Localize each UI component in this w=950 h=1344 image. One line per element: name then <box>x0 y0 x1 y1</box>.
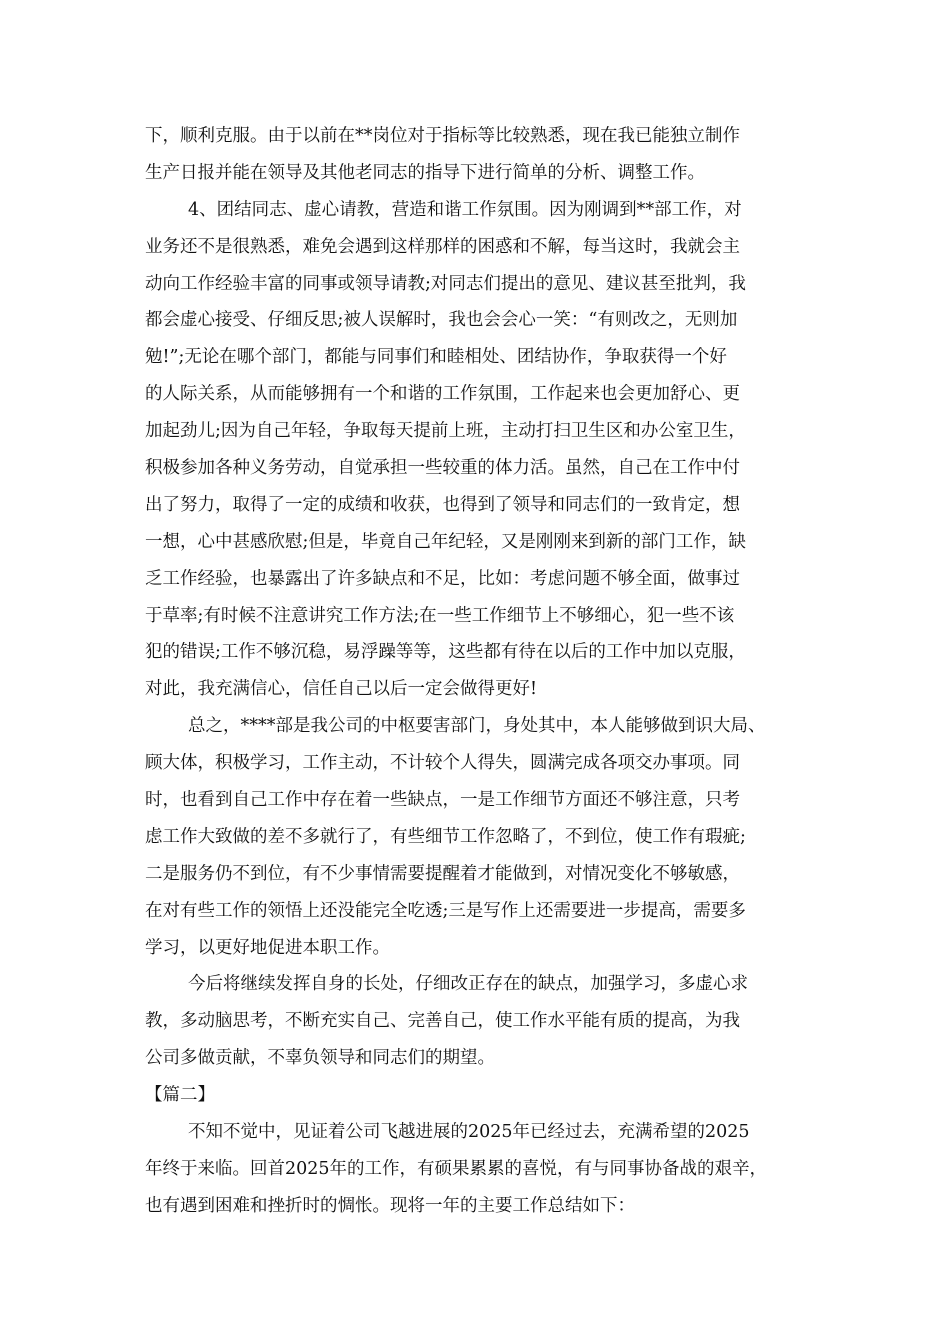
text-line: 的人际关系，从而能够拥有一个和谐的工作氛围，工作起来也会更加舒心、更 <box>145 384 740 405</box>
section-heading: 【篇二】 <box>145 1085 215 1106</box>
text-line: 对此，我充满信心，信任自己以后一定会做得更好! <box>145 679 538 700</box>
text-line: 生产日报并能在领导及其他老同志的指导下进行简单的分析、调整工作。 <box>145 162 705 183</box>
text-line: 公司多做贡献，不辜负领导和同志们的期望。 <box>145 1048 495 1069</box>
text-line: 在对有些工作的领悟上还没能完全吃透;三是写作上还需要进一步提高，需要多 <box>145 900 746 921</box>
text-line: 时，也看到自己工作中存在着一些缺点，一是工作细节方面还不够注意，只考 <box>145 790 740 811</box>
text-line: 于草率;有时候不注意讲究工作方法;在一些工作细节上不够细心，犯一些不该 <box>145 605 735 626</box>
text-line: 学习，以更好地促进本职工作。 <box>145 937 390 958</box>
text-line: 今后将继续发挥自身的长处，仔细改正存在的缺点，加强学习，多虚心求 <box>188 974 748 995</box>
text-line: 下，顺利克服。由于以前在**岗位对于指标等比较熟悉，现在我已能独立制作 <box>145 126 740 146</box>
text-line: 都会虚心接受、仔细反思;被人误解时，我也会会心一笑：“有则改之，无则加 <box>145 310 738 331</box>
text-line: 动向工作经验丰富的同事或领导请教;对同志们提出的意见、建议甚至批判，我 <box>145 273 746 294</box>
text-line: 乏工作经验，也暴露出了许多缺点和不足，比如：考虑问题不够全面，做事过 <box>145 568 740 589</box>
text-line: 总之，****部是我公司的中枢要害部门，身处其中，本人能够做到识大局、 <box>188 716 766 737</box>
text-line: 4、团结同志、虚心请教，营造和谐工作氛围。因为刚调到**部工作，对 <box>188 199 742 220</box>
document-body <box>145 118 825 1225</box>
text-line: 一想，心中甚感欣慰;但是，毕竟自己年纪轻，又是刚刚来到新的部门工作，缺 <box>145 531 746 552</box>
text-line: 教，多动脑思考，不断充实自己、完善自己，使工作水平能有质的提高，为我 <box>145 1011 740 1032</box>
text-line: 不知不觉中，见证着公司飞越进展的2025年已经过去，充满希望的2025 <box>188 1122 750 1143</box>
text-line: 积极参加各种义务劳动，自觉承担一些较重的体力活。虽然，自己在工作中付 <box>145 458 740 479</box>
text-line: 二是服务仍不到位，有不少事情需要提醒着才能做到，对情况变化不够敏感， <box>145 863 740 884</box>
text-line: 年终于来临。回首2025年的工作，有硕果累累的喜悦，有与同事协备战的艰辛， <box>145 1158 768 1179</box>
text-line: 犯的错误;工作不够沉稳，易浮躁等等，这些都有待在以后的工作中加以克服， <box>145 642 746 663</box>
text-line: 出了努力，取得了一定的成绩和收获，也得到了领导和同志们的一致肯定，想 <box>145 494 740 515</box>
text-line: 业务还不是很熟悉，难免会遇到这样那样的困惑和不解，每当这时，我就会主 <box>145 236 740 257</box>
text-line: 加起劲儿;因为自己年轻，争取每天提前上班，主动打扫卫生区和办公室卫生， <box>145 421 746 442</box>
text-line: 虑工作大致做的差不多就行了，有些细节工作忽略了，不到位，使工作有瑕疵; <box>145 826 746 847</box>
text-line: 顾大体，积极学习，工作主动，不计较个人得失，圆满完成各项交办事项。同 <box>145 753 740 774</box>
text-line: 勉!”;无论在哪个部门，都能与同事们和睦相处、团结协作，争取获得一个好 <box>145 347 727 368</box>
text-line: 也有遇到困难和挫折时的惆怅。现将一年的主要工作总结如下： <box>145 1195 635 1216</box>
